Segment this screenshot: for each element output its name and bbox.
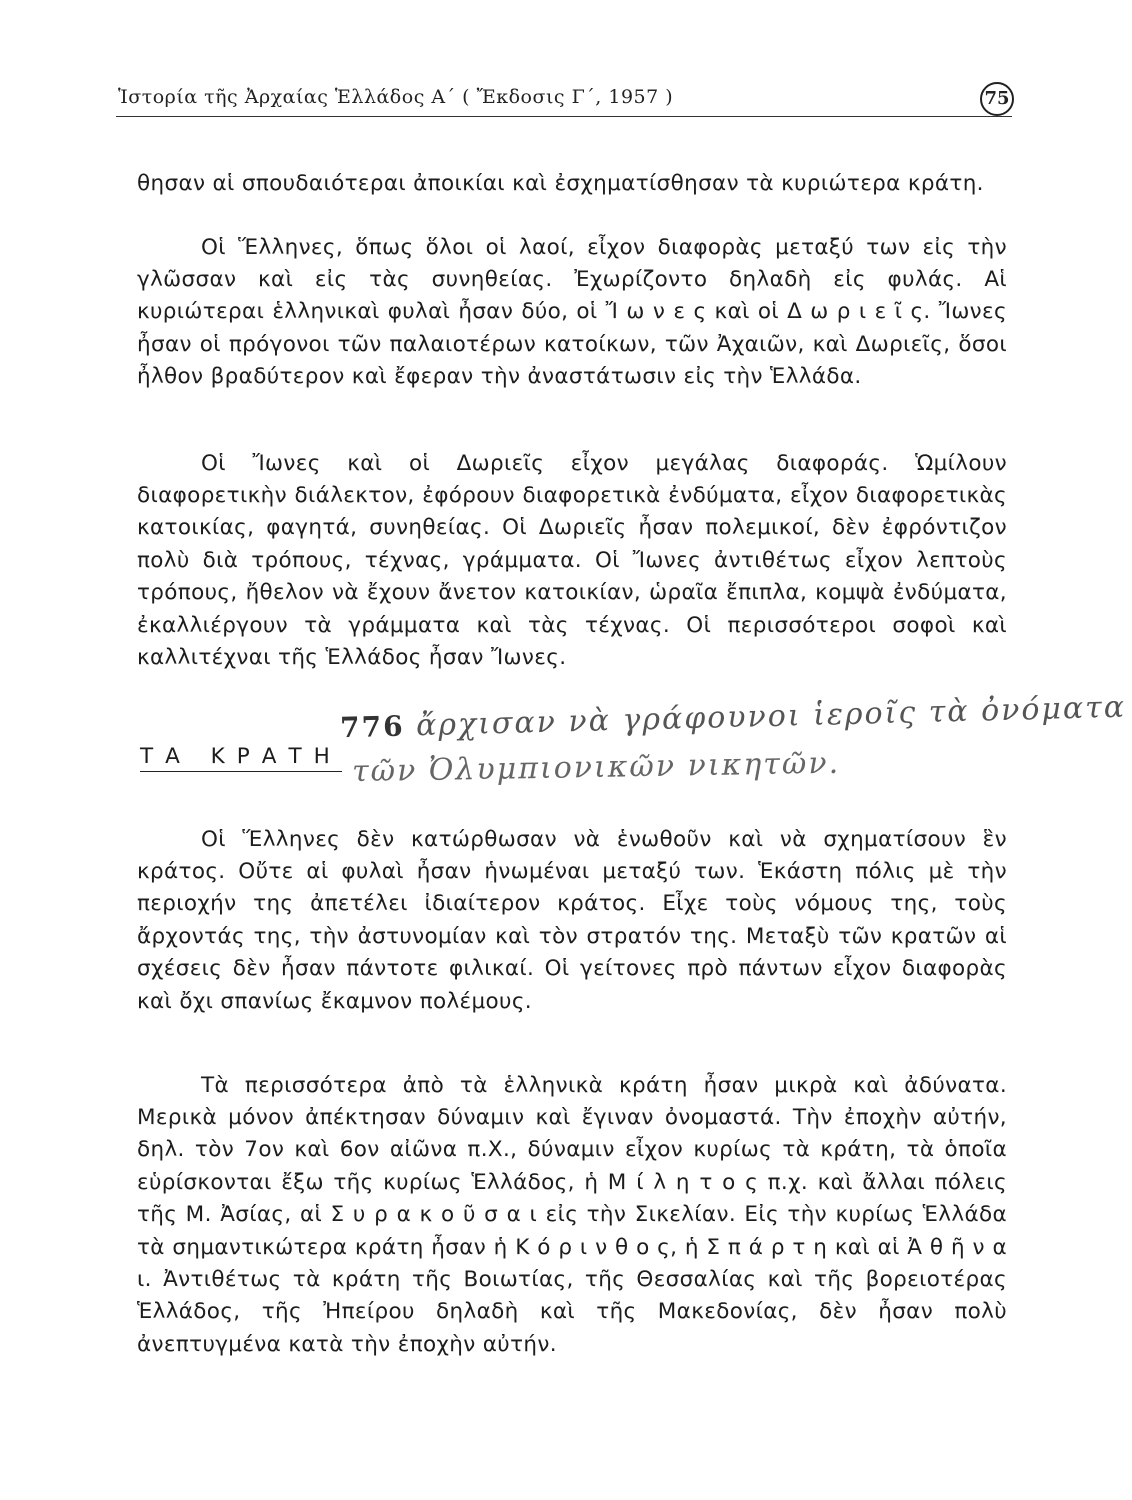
handwritten-note-line-2: τῶν Ὀλυμπιονικῶν νικητῶν. [351,745,841,790]
paragraph-tribes: Οἱ Ἕλληνες, ὅπως ὅλοι οἱ λαοί, εἶχον διαφορὰς μεταξύ των εἰς τὴν γλῶσσαν καὶ εἰς τὰς συνηθείας. Ἐχωρίζοντο δηλαδὴ εἰς φυλάς. Αἱ κυριώτεραι ἑλληνικαὶ φυλαὶ ἦσαν δύο, οἱ Ἴ ω ν ε ς καὶ οἱ Δ ω ρ ι ε ῖ ς. Ἴωνες ἦσαν οἱ πρόγονοι τῶν παλαιοτέρων κατοίκων, τῶν Ἀχαιῶν, καὶ Δωριεῖς, ὅσοι ἦλθον βραδύτερον καὶ ἔφεραν τὴν ἀναστάτωσιν εἰς τὴν Ἑλλάδα. [137,234,1007,390]
header-rule [116,116,1012,117]
paragraph-continuation: θησαν αἱ σπουδαιότεραι ἀποικίαι καὶ ἐσχηματίσθησαν τὰ κυριώτερα κράτη. [137,170,984,196]
section-heading: ΤΑ ΚΡΑΤΗ [140,744,342,772]
handwritten-number: 776 [339,709,405,745]
handwritten-note-line-1 [340,690,1127,746]
header-title: Ἱστορία τῆς Ἀρχαίας Ἑλλάδος Α΄ ( Ἔκδοσις Γ΄, 1957 ) [118,86,674,108]
paragraph-ionians-dorians: Οἱ Ἴωνες καὶ οἱ Δωριεῖς εἶχον μεγάλας διαφοράς. Ὡμίλουν διαφορετικὴν διάλεκτον, ἐφόρουν διαφορετικὰ ἐνδύματα, εἶχον διαφορετικὰς κατοικίας, φαγητά, συνηθείας. Οἱ Δωριεῖς ἦσαν πολεμικοί, δὲν ἐφρόντιζον πολὺ διὰ τρόπους, τέχνας, γράμματα. Οἱ Ἴωνες ἀντιθέτως εἶχον λεπτοὺς τρόπους, ἤθελον νὰ ἔχουν ἄνετον κατοικίαν, ὡραῖα ἔπιπλα, κομψὰ ἐνδύματα, ἐκαλλιέργουν τὰ γράμματα καὶ τὰς τέχνας. Οἱ περισσότεροι σοφοὶ καὶ καλλιτέχναι τῆς Ἑλλάδος ἦσαν Ἴωνες. [137,450,1007,670]
paragraph-states: Οἱ Ἕλληνες δὲν κατώρθωσαν νὰ ἑνωθοῦν καὶ νὰ σχηματίσουν ἓν κράτος. Οὔτε αἱ φυλαὶ ἦσαν ἡνωμέναι μεταξύ των. Ἑκάστη πόλις μὲ τὴν περιοχήν της ἀπετέλει ἰδιαίτερον κράτος. Εἶχε τοὺς νόμους της, τοὺς ἄρχοντάς της, τὴν ἀστυνομίαν καὶ τὸν στρατόν της. Μεταξὺ τῶν κρατῶν αἱ σχέσεις δὲν ἦσαν πάντοτε φιλικαί. Οἱ γείτονες πρὸ πάντων εἶχον διαφορὰς καὶ ὄχι σπανίως ἔκαμνον πολέμους. [137,826,1007,1014]
paragraph-powerful-states: Τὰ περισσότερα ἀπὸ τὰ ἑλληνικὰ κράτη ἦσαν μικρὰ καὶ ἀδύνατα. Μερικὰ μόνον ἀπέκτησαν δύναμιν καὶ ἔγιναν ὀνομαστά. Τὴν ἐποχὴν αὐτήν, δηλ. τὸν 7ον καὶ 6ον αἰῶνα π.Χ., δύναμιν εἶχον κυρίως τὰ κράτη, τὰ ὁποῖα εὑρίσκονται ἔξω τῆς κυρίως Ἑλλάδος, ἡ Μ ί λ η τ ο ς π.χ. καὶ ἄλλαι πόλεις τῆς Μ. Ἀσίας, αἱ Σ υ ρ α κ ο ῦ σ α ι εἰς τὴν Σικελίαν. Εἰς τὴν κυρίως Ἑλλάδα τὰ σημαντικώτερα κράτη ἦσαν ἡ Κ ό ρ ι ν θ ο ς, ἡ Σ π ά ρ τ η καὶ αἱ Ἀ θ ῆ ν α ι. Ἀντιθέτως τὰ κράτη τῆς Βοιωτίας, τῆς Θεσσαλίας καὶ τῆς βορειοτέρας Ἑλλάδος, τῆς Ἠπείρου δηλαδὴ καὶ τῆς Μακεδονίας, δὲν ἦσαν πολὺ ἀνεπτυγμένα κατὰ τὴν ἐποχὴν αὐτήν. [137,1072,1007,1357]
page-number-circled: 75 [980,82,1014,116]
running-header [118,82,1018,112]
handwritten-text-1: ἄρχισαν νὰ γράφουνοι ἱεροῖς τὰ ὀνόματα [415,689,1127,744]
